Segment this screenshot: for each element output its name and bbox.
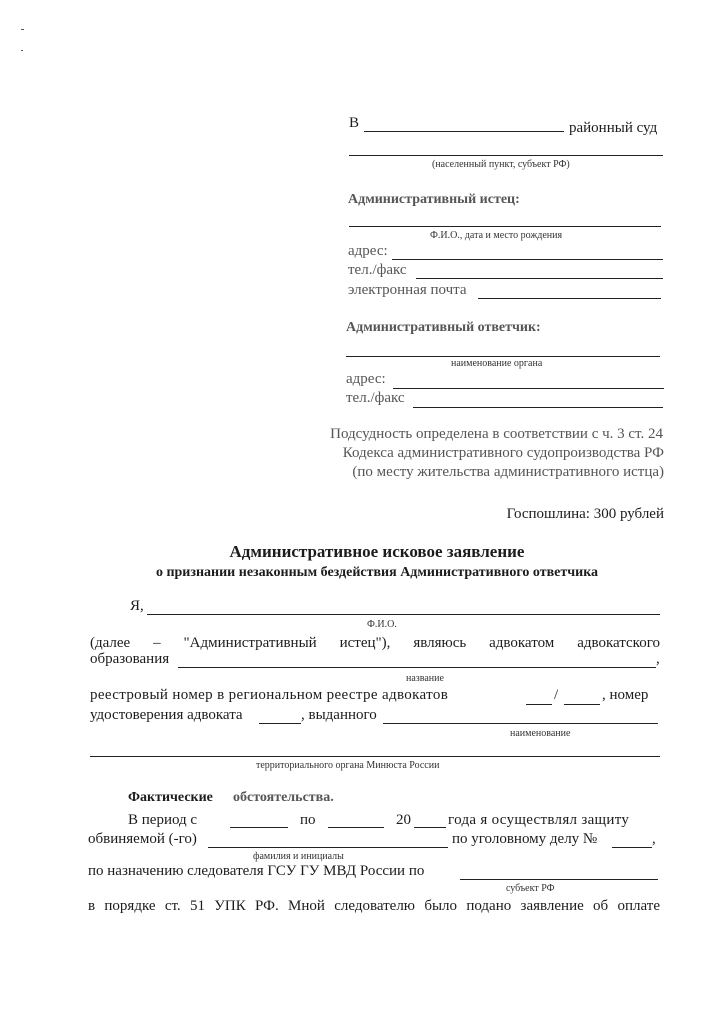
- registry-label: реестровый номер в региональном реестре адвокатов: [90, 687, 449, 703]
- year-line: [414, 827, 446, 828]
- plaintiff-email-line: [478, 298, 661, 299]
- territorial-body-line: [90, 756, 660, 757]
- period-label: В период с: [128, 812, 198, 828]
- education-name-line: [178, 667, 656, 668]
- plaintiff-email-label: электронная почта: [348, 282, 467, 298]
- issued-by-line: [383, 723, 658, 724]
- territorial-caption: территориального органа Минюста России: [256, 760, 440, 771]
- court-caption: (населенный пункт, субъект РФ): [432, 159, 570, 170]
- fio-line: [147, 614, 660, 615]
- period-po: по: [300, 812, 316, 828]
- paragraph-1-line-1: (далее – "Административный истец"), являюсь адвокатом адвокатского: [90, 635, 660, 651]
- court-name-line: [364, 131, 564, 132]
- jurisdiction-line-1: Подсудность определена в соответствии с ч. 3 ст. 24: [330, 426, 663, 442]
- registry-slash: /: [554, 687, 559, 703]
- period-end-line: [328, 827, 384, 828]
- case-label: по уголовному делу №: [452, 831, 598, 847]
- plaintiff-phone-line: [416, 278, 663, 279]
- assignment-text: по назначению следователя ГСУ ГУ МВД России по: [88, 863, 425, 879]
- court-location-line: [349, 155, 663, 156]
- plaintiff-phone-label: тел./факс: [348, 262, 407, 278]
- plaintiff-name-line: [349, 226, 661, 227]
- subject-line: [460, 879, 658, 880]
- scan-speck: [21, 29, 24, 30]
- jurisdiction-line-2: Кодекса административного судопроизводства РФ: [342, 445, 664, 461]
- name-caption: название: [406, 673, 444, 684]
- defendant-name-line: [346, 356, 660, 357]
- year-prefix: 20: [396, 812, 411, 828]
- case-comma: ,: [652, 831, 656, 847]
- plaintiff-caption: Ф.И.О., дата и место рождения: [430, 230, 563, 241]
- education-label: образования: [90, 651, 170, 667]
- defendant-heading: Административный ответчик:: [346, 320, 541, 335]
- defendant-caption: наименование органа: [451, 358, 543, 369]
- accused-name-line: [208, 847, 448, 848]
- plaintiff-address-line: [392, 259, 663, 260]
- court-prefix: В: [349, 115, 360, 131]
- case-number-line: [612, 847, 652, 848]
- accused-label: обвиняемой (-го): [88, 831, 197, 847]
- state-fee: Госпошлина: 300 рублей: [506, 506, 664, 522]
- certificate-label-end: , номер: [602, 687, 649, 703]
- defendant-address-line: [393, 388, 664, 389]
- document-subtitle: о признании незаконным бездействия Административного ответчика: [155, 565, 599, 580]
- certificate-label: удостоверения адвоката: [90, 707, 243, 723]
- subject-caption: субъект РФ: [506, 883, 555, 894]
- defendant-phone-line: [413, 407, 663, 408]
- scan-speck: [21, 50, 23, 51]
- issued-by-label: , выданного: [301, 707, 377, 723]
- i-label: Я,: [130, 598, 144, 614]
- facts-heading: Фактические: [128, 790, 213, 805]
- court-suffix: районный суд: [569, 120, 658, 136]
- jurisdiction-line-3: (по месту жительства административного истца): [352, 464, 664, 480]
- plaintiff-heading: Административный истец:: [348, 192, 520, 207]
- document-title: Административное исковое заявление: [229, 542, 525, 561]
- facts-last-line: в порядке ст. 51 УПК РФ. Мной следователю было подано заявление об оплате: [88, 898, 660, 914]
- period-start-line: [230, 827, 288, 828]
- names-caption: фамилия и инициалы: [253, 851, 344, 862]
- facts-heading-rest: обстоятельства.: [233, 790, 334, 805]
- registry-number-line-2: [564, 704, 600, 705]
- defense-text: года я осуществлял защиту: [448, 812, 630, 828]
- fio-caption: Ф.И.О.: [367, 619, 397, 630]
- registry-number-line-1: [526, 704, 552, 705]
- defendant-phone-label: тел./факс: [346, 390, 405, 406]
- plaintiff-address-label: адрес:: [348, 243, 388, 259]
- naming-caption: наименование: [510, 728, 571, 739]
- defendant-address-label: адрес:: [346, 371, 386, 387]
- certificate-number-line: [259, 723, 301, 724]
- comma: ,: [656, 651, 660, 667]
